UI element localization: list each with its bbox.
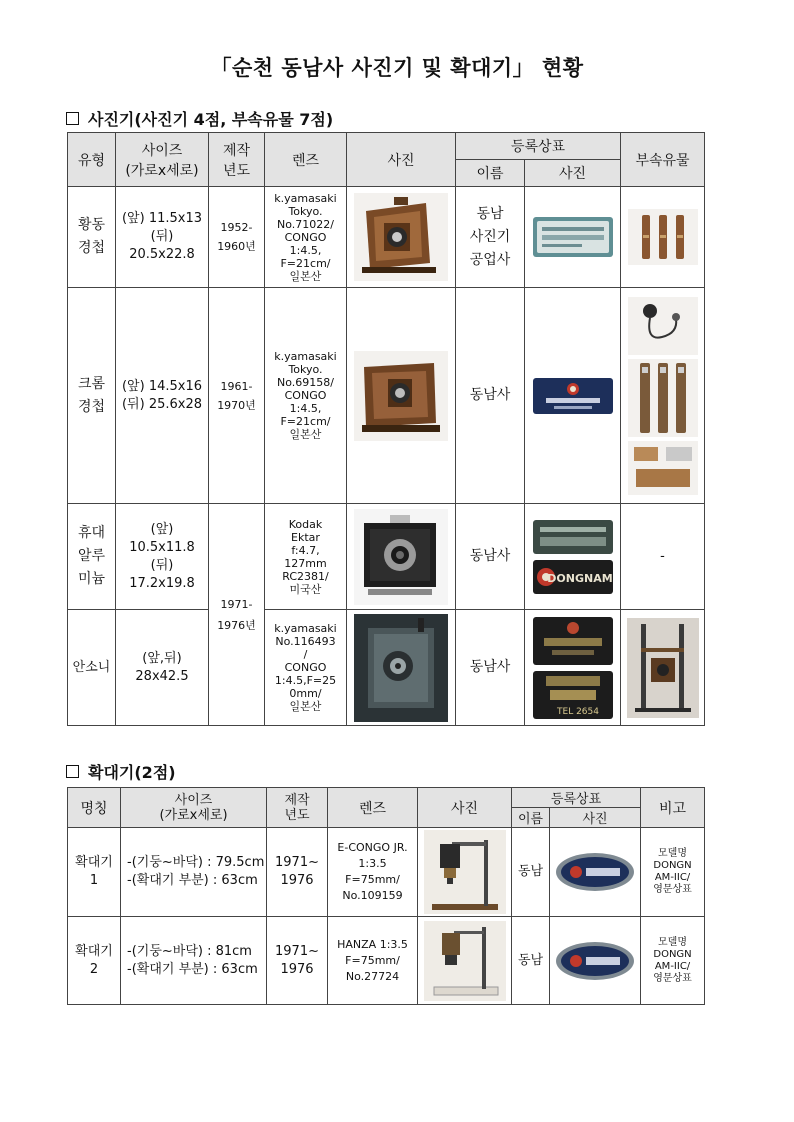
lens-cell: k.yamasaki No.116493 / CONGO 1:4.5,F=25 0mm/ 일본산 (265, 610, 347, 726)
page-title: 「순천 동남사 사진기 및 확대기」 현황 (210, 56, 584, 80)
note-cell: 모델명 DONGN AM-IIC/ 영문상표 (641, 917, 705, 1005)
badge-tel-text: TEL 2654 (556, 706, 599, 717)
badge-text: DONGNAM (546, 571, 613, 585)
header-tm-photo: 사진 (525, 160, 621, 187)
tm-photo-cell (550, 828, 641, 917)
header-year: 제작 년도 (267, 788, 328, 828)
trademark-dongnam-photo (532, 559, 614, 595)
section-heading-enlargers (66, 760, 176, 783)
table-row (68, 917, 705, 1005)
trademark-plate-photo (532, 377, 614, 415)
brass-camera-photo (354, 193, 448, 281)
header-photo: 사진 (418, 788, 512, 828)
oval-trademark-photo (554, 851, 636, 893)
section-heading-text: 사진기(사진기 4점, 부속유물 7점) (88, 110, 334, 129)
header-tm-photo: 사진 (550, 808, 641, 828)
name-cell: 확대기 2 (68, 917, 121, 1005)
anthony-camera-photo (354, 614, 448, 722)
tm-name-cell: 동남 (512, 917, 550, 1005)
enlarger-photo (424, 921, 506, 1001)
camera-table (67, 132, 705, 726)
camera-photo-cell (347, 187, 456, 288)
header-tm-name: 이름 (512, 808, 550, 828)
table-row (68, 828, 705, 917)
type-cell: 황동 경첩 (68, 187, 116, 288)
accessory-cell (621, 288, 705, 504)
header-photo: 사진 (347, 133, 456, 187)
year-cell: 1961- 1970년 (209, 288, 265, 504)
trademark-tel-photo (532, 670, 614, 720)
header-lens: 렌즈 (265, 133, 347, 187)
header-size: 사이즈 (가로x세로) (116, 133, 209, 187)
accessory-legs-photo (628, 359, 698, 437)
header-size: 사이즈 (가로x세로) (121, 788, 267, 828)
tm-name-cell: 동남 (512, 828, 550, 917)
size-cell: (앞) 14.5x16 (뒤) 25.6x28 (116, 288, 209, 504)
tm-name-cell: 동남사 (456, 288, 525, 504)
table-row (68, 610, 705, 726)
chrome-camera-photo (354, 351, 448, 441)
trademark-plate-photo (532, 519, 614, 555)
year-cell: 1971~ 1976 (267, 917, 328, 1005)
tm-name-cell: 동남사 (456, 610, 525, 726)
tm-photo-cell (525, 288, 621, 504)
lens-cell: Kodak Ektar f:4.7, 127mm RC2381/ 미국산 (265, 504, 347, 610)
checkbox-square-icon (66, 112, 79, 125)
accessory-legs-photo (628, 209, 698, 265)
tm-name-cell: 동남사 (456, 504, 525, 610)
lens-cell: k.yamasaki Tokyo. No.71022/ CONGO 1:4.5, F=21cm/ 일본산 (265, 187, 347, 288)
tm-photo-cell (525, 610, 621, 726)
note-cell: 모델명 DONGN AM-IIC/ 영문상표 (641, 828, 705, 917)
size-cell: -(기둥~바닥) : 81cm -(확대기 부분) : 63cm (121, 917, 267, 1005)
lens-cell: E-CONGO JR. 1:3.5 F=75mm/ No.109159 (328, 828, 418, 917)
header-trademark: 등록상표 (456, 133, 621, 160)
header-accessory: 부속유물 (621, 133, 705, 187)
size-cell: (앞) 10.5x11.8 (뒤) 17.2x19.8 (116, 504, 209, 610)
lens-cell: k.yamasaki Tokyo. No.69158/ CONGO 1:4.5, F=21cm/ 일본산 (265, 288, 347, 504)
header-year: 제작 년도 (209, 133, 265, 187)
size-cell: (앞,뒤) 28x42.5 (116, 610, 209, 726)
enlarger-table (67, 787, 705, 1005)
table-row (68, 187, 705, 288)
camera-photo-cell (347, 504, 456, 610)
name-cell: 확대기 1 (68, 828, 121, 917)
year-cell: 1952- 1960년 (209, 187, 265, 288)
trademark-plate-photo (532, 215, 614, 259)
header-tm-name: 이름 (456, 160, 525, 187)
camera-photo-cell (347, 610, 456, 726)
accessory-cell (621, 187, 705, 288)
type-cell: 안소니 (68, 610, 116, 726)
lens-cell: HANZA 1:3.5 F=75mm/ No.27724 (328, 917, 418, 1005)
enlarger-photo-cell (418, 917, 512, 1005)
type-cell: 크롬 경첩 (68, 288, 116, 504)
section-heading-text: 확대기(2점) (88, 763, 176, 782)
size-cell: -(기둥~바닥) : 79.5cm -(확대기 부분) : 63cm (121, 828, 267, 917)
year-cell: 1971- 1976년 (209, 504, 265, 726)
tm-photo-cell (525, 187, 621, 288)
accessory-cable-photo (628, 297, 698, 355)
header-note: 비고 (641, 788, 705, 828)
table-row (68, 504, 705, 610)
tm-photo-cell (525, 504, 621, 610)
accessory-stand-photo (627, 618, 699, 718)
camera-photo-cell (347, 288, 456, 504)
size-cell: (앞) 11.5x13 (뒤) 20.5x22.8 (116, 187, 209, 288)
tm-photo-cell (550, 917, 641, 1005)
oval-trademark-photo (554, 940, 636, 982)
year-cell: 1971~ 1976 (267, 828, 328, 917)
header-type: 유형 (68, 133, 116, 187)
header-trademark: 등록상표 (512, 788, 641, 808)
accessory-cell: - (621, 504, 705, 610)
accessory-cell (621, 610, 705, 726)
enlarger-photo (424, 830, 506, 914)
table-row (68, 288, 705, 504)
header-name: 명칭 (68, 788, 121, 828)
trademark-plate-photo (532, 616, 614, 666)
accessory-parts-photo (628, 441, 698, 495)
header-lens: 렌즈 (328, 788, 418, 828)
checkbox-square-icon (66, 765, 79, 778)
type-cell: 휴대 알루 미늄 (68, 504, 116, 610)
tm-name-cell: 동남 사진기 공업사 (456, 187, 525, 288)
section-heading-cameras (66, 107, 333, 130)
enlarger-photo-cell (418, 828, 512, 917)
aluminum-camera-photo (354, 509, 448, 605)
